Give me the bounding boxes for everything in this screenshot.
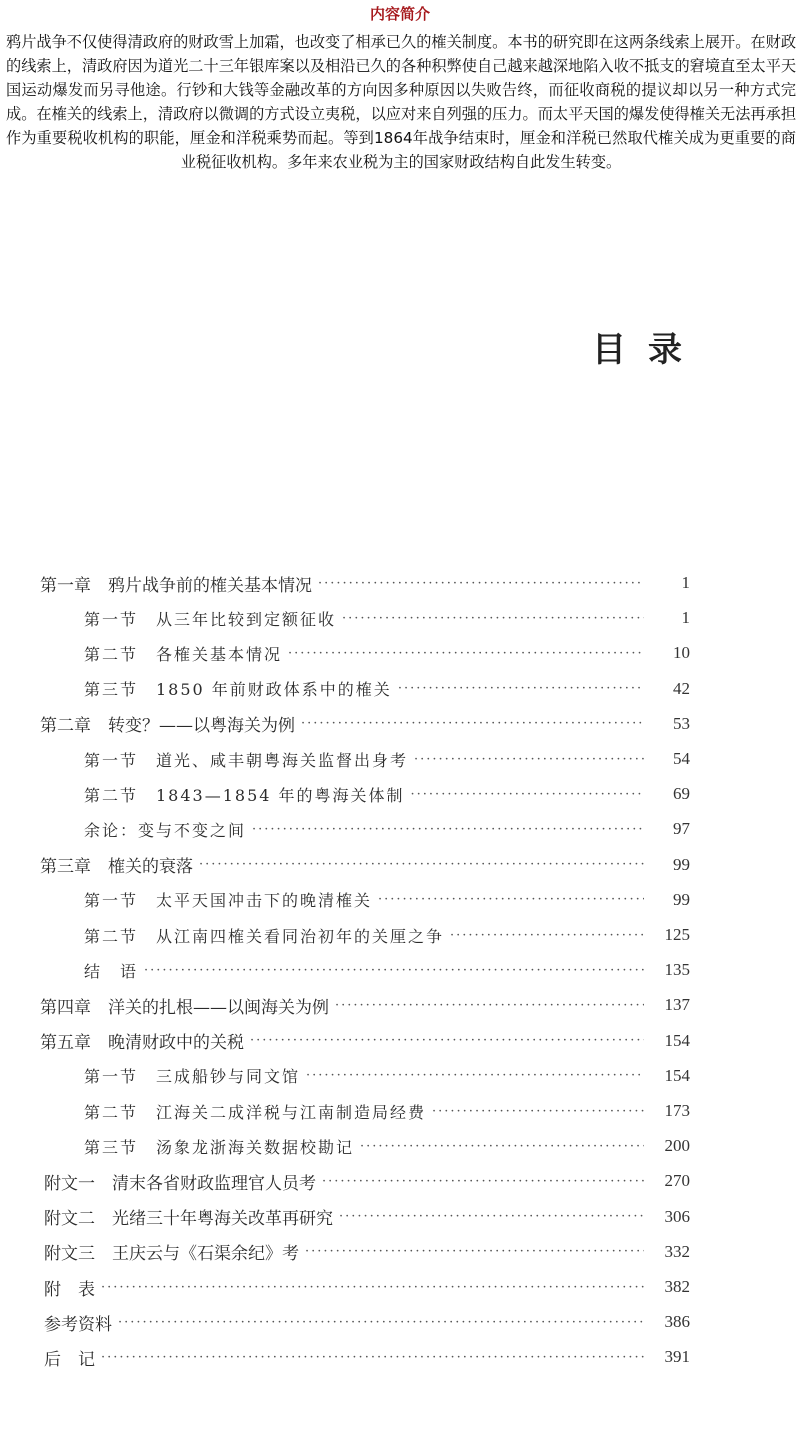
toc-entry-page: 97 [673, 819, 690, 839]
toc-entry-title: 附文三 王庆云与《石渠余纪》考 [44, 1244, 299, 1265]
toc-entry-title: 附文二 光绪三十年粤海关改革再研究 [44, 1209, 333, 1230]
toc-entry [0, 1061, 800, 1091]
toc-dot-leader [339, 1209, 644, 1224]
toc-entry-title: 第二节 从江南四榷关看同治初年的关厘之争 [84, 926, 445, 946]
toc-entry [0, 744, 800, 774]
toc-entry-title: 第二节 1843—1854 年的粤海关体制 [84, 785, 405, 805]
toc-entry [0, 638, 800, 668]
toc-entry-page: 306 [664, 1206, 690, 1226]
toc-dot-leader [378, 892, 644, 907]
toc-entry-title: 附 表 [44, 1279, 95, 1300]
toc-entry-page: 154 [664, 1030, 690, 1050]
toc-dot-leader [199, 857, 644, 872]
toc-entry-title: 第二章 转变？——以粤海关为例 [40, 716, 295, 737]
toc-entry-page: 135 [664, 960, 690, 980]
toc-entry-title: 参考资料 [44, 1314, 112, 1335]
toc-entry-page: 332 [664, 1241, 690, 1261]
toc-entry [0, 1237, 800, 1267]
toc-entry-title: 第四章 洋关的扎根——以闽海关为例 [40, 997, 329, 1018]
toc-entry [0, 814, 800, 844]
toc-dot-leader [118, 1315, 644, 1330]
toc-entry-page: 54 [673, 749, 690, 768]
toc-entry-page: 1 [681, 608, 690, 628]
toc-entry [0, 779, 800, 809]
toc-entry-page: 154 [664, 1065, 690, 1085]
toc-dot-leader [360, 1139, 644, 1154]
toc-entry-title: 后 记 [44, 1349, 95, 1370]
toc-entry-page: 391 [664, 1347, 690, 1367]
toc-entry [0, 1342, 800, 1372]
toc-entry-title: 第五章 晚清财政中的关税 [40, 1033, 244, 1054]
toc-entry [0, 955, 800, 985]
toc-dot-leader [450, 928, 644, 943]
toc-dot-leader [101, 1350, 644, 1365]
toc-dot-leader [411, 787, 644, 802]
toc-entry [0, 920, 800, 950]
intro-title: 内容简介 [369, 5, 430, 23]
toc-entry [0, 603, 800, 633]
toc-entry [0, 1202, 800, 1232]
toc-entry-title: 第一节 道光、咸丰朝粤海关监督出身考 [84, 750, 409, 770]
toc-dot-leader [414, 752, 644, 767]
toc-dot-leader [288, 646, 644, 661]
toc-entry [0, 1307, 800, 1337]
toc-entry [0, 850, 800, 880]
toc-entry-page: 386 [664, 1312, 690, 1332]
toc-dot-leader [305, 1244, 644, 1259]
toc-dot-leader [398, 681, 644, 696]
toc-dot-leader [306, 1068, 644, 1083]
toc-entry-page: 53 [673, 713, 690, 733]
toc-dot-leader [101, 1280, 644, 1295]
toc-entry [0, 709, 800, 739]
toc-entry-title: 结 语 [84, 961, 139, 981]
toc-entry-title: 第三节 1850 年前财政体系中的榷关 [84, 680, 392, 700]
toc-dot-leader [301, 716, 644, 731]
toc-entry-title: 第二节 各榷关基本情况 [84, 644, 283, 664]
toc-dot-leader [432, 1104, 644, 1119]
toc-entry-page: 382 [664, 1277, 690, 1296]
toc-entry [0, 990, 800, 1020]
toc-entry-page: 99 [673, 854, 690, 874]
toc-entry-title: 第一节 三成船钞与同文馆 [84, 1067, 301, 1087]
toc-entry-title: 余论：变与不变之间 [84, 820, 247, 840]
toc-entry-page: 42 [673, 678, 690, 698]
toc-entry-title: 第一节 太平天国冲击下的晚清榷关 [84, 891, 373, 911]
toc-entry-title: 第三章 榷关的衰落 [40, 857, 193, 878]
toc-entry [0, 1096, 800, 1126]
toc-entry [0, 674, 800, 704]
toc-entry [0, 885, 800, 915]
toc-entry-page: 173 [664, 1101, 690, 1120]
toc-entry-page: 69 [673, 784, 690, 804]
toc-heading: 目录 [592, 330, 704, 370]
intro-body: 鸦片战争不仅使得清政府的财政雪上加霜，也改变了相承已久的榷关制度。本书的研究即在这两条线索上展开。在财政的线索上，清政府因为道光二十三年银库案以及相沿已久的各种积弊使自己越来越深地陷入收不抵支的窘境直至太平天国运动爆发而另寻他途。行钞和大钱等金融改革的方向因多种原因以失败告终，而征收商税的提议却以另一种方式完成。在榷关的线索上，清政府以微调的方式设立夷税，以应对来自列强的压力。而太平天国的爆发使得榷关无法再承担作为重要税收机构的职能，厘金和洋税乘势而起。等到1864年战争结束时，厘金和洋税已然取代榷关成为更重要的商业税征收机构。多年来农业税为主的国家财政结构自此发生转变。 [6, 33, 796, 171]
toc-entry-page: 200 [664, 1136, 690, 1156]
toc-entry-page: 137 [664, 995, 690, 1015]
toc-entry-title: 附文一 清末各省财政监理官人员考 [44, 1173, 316, 1194]
toc-dot-leader [322, 1174, 644, 1189]
toc-entry-title: 第一节 从三年比较到定额征收 [84, 609, 337, 629]
toc-entry-page: 270 [664, 1171, 690, 1191]
toc-entry-page: 99 [673, 889, 690, 909]
toc-entry-title: 第一章 鸦片战争前的榷关基本情况 [40, 575, 312, 596]
toc-entry-title: 第三节 汤象龙浙海关数据校勘记 [84, 1137, 355, 1157]
toc-entry [0, 1026, 800, 1056]
toc-dot-leader [335, 998, 644, 1013]
toc-entry-page: 125 [664, 925, 690, 944]
toc-entry [0, 1131, 800, 1161]
toc-entry-page: 1 [681, 573, 690, 592]
toc-dot-leader [252, 822, 644, 837]
toc-dot-leader [250, 1033, 644, 1048]
toc-dot-leader [318, 576, 644, 591]
toc-entry-page: 10 [673, 643, 690, 663]
toc-dot-leader [342, 611, 644, 626]
toc-entry-title: 第二节 江海关二成洋税与江南制造局经费 [84, 1102, 427, 1122]
toc-dot-leader [144, 963, 644, 978]
toc-entry [0, 568, 800, 598]
toc-entry [0, 1272, 800, 1302]
toc-entry [0, 1166, 800, 1196]
